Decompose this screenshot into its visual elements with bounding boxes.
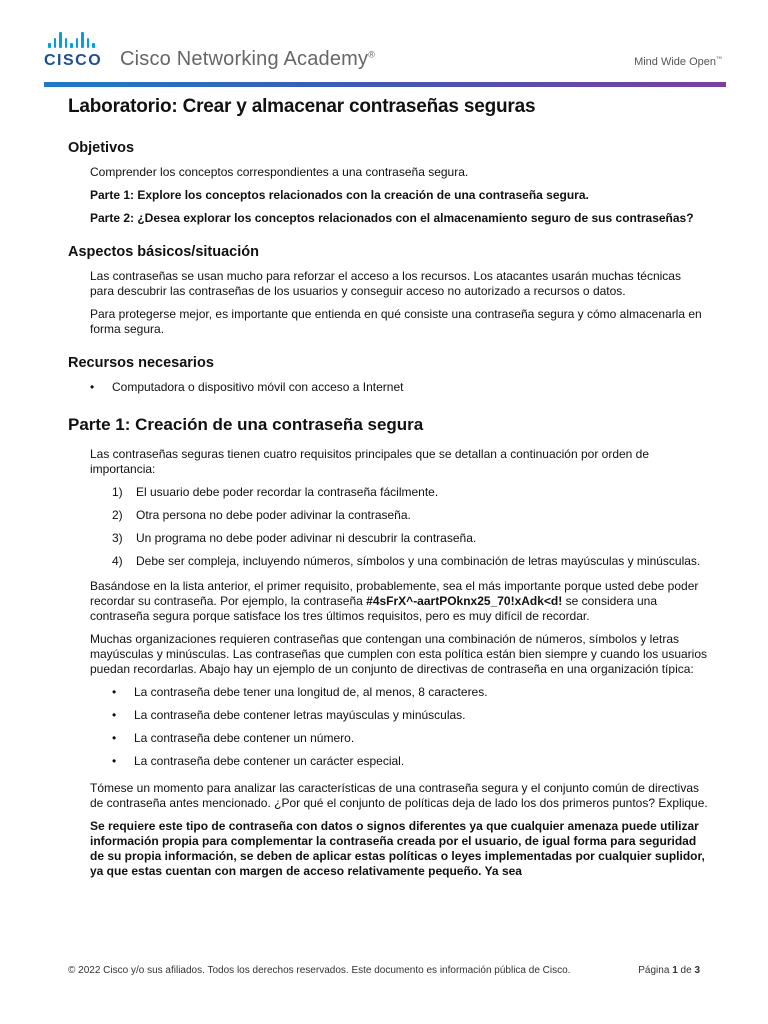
aspectos-heading: Aspectos básicos/situación	[68, 244, 259, 260]
ejemplo-text-before: Basándose en la lista anterior, el primer requisito, probablemente, sea el más importante porque usted debe poder recordar su contraseña. Por ejemplo, la contraseña	[90, 579, 699, 608]
list-item	[112, 508, 708, 523]
aspectos-paragraph-1: Las contraseñas se usan mucho para reforzar el acceso a los recursos. Los atacantes usarán muchas técnicas para descubrir las contraseñas de los usuarios y conseguir acceso no autorizado a recursos o datos.	[90, 269, 681, 298]
page-number	[638, 965, 700, 976]
tagline	[634, 56, 722, 68]
cisco-logo	[44, 32, 102, 70]
page-footer	[68, 965, 700, 976]
requisitos-list	[112, 485, 708, 569]
list-item: • La contraseña debe tener una longitud de, al menos, 8 caracteres.	[112, 685, 708, 700]
document-body	[68, 96, 708, 887]
academy-name: Cisco Networking Academy	[120, 48, 369, 70]
trademark-mark: ™	[716, 56, 722, 63]
parte-1-heading: Parte 1: Creación de una contraseña segura	[68, 415, 424, 434]
recursos-list	[90, 380, 708, 395]
item-text: Un programa no debe poder adivinar ni descubrir la contraseña.	[136, 531, 477, 545]
list-item	[112, 554, 708, 569]
objetivos-heading: Objetivos	[68, 140, 135, 156]
academy-title	[120, 48, 375, 71]
tagline-text: Mind Wide Open	[634, 56, 716, 68]
item-number: 2)	[112, 508, 123, 522]
list-item: • La contraseña debe contener un carácter especial.	[112, 754, 708, 769]
item-number: 4)	[112, 554, 123, 568]
item-text: El usuario debe poder recordar la contraseña fácilmente.	[136, 485, 439, 499]
item-number: 3)	[112, 531, 123, 545]
aspectos-paragraph-2: Para protegerse mejor, es importante que entienda en qué consiste una contraseña segura y cómo almacenarla en forma segura.	[90, 307, 702, 336]
list-item: • La contraseña debe contener un número.	[112, 731, 708, 746]
header-rule	[44, 82, 726, 87]
list-item: • Computadora o dispositivo móvil con acceso a Internet	[90, 380, 708, 395]
directivas-list	[112, 685, 708, 769]
ejemplo-paragraph	[90, 579, 708, 624]
organizaciones-paragraph: Muchas organizaciones requieren contraseñas que contengan una combinación de números, símbolos y letras mayúsculas y minúsculas. Las contraseñas que cumplen con esta política están bien siempre y cuando los usuarios puedan recordarlas. Abajo hay un ejemplo de un conjunto de directivas de contraseña en una organización típica:	[90, 632, 707, 676]
objetivo-parte-1: Parte 1: Explore los conceptos relacionados con la creación de una contraseña segura.	[90, 188, 589, 202]
page-of: de	[677, 965, 695, 976]
respuesta-paragraph: Se requiere este tipo de contraseña con datos o signos diferentes ya que cualquier amenaza puede utilizar información propia para complementar la contraseña creada por el usuario, de igual forma para seguridad de su propia información, se deben de aplicar estas políticas o leyes implementadas por cualquier suplidor, ya que estas cuentan con margen de acceso relativamente pequeño. Ya sea	[90, 819, 705, 878]
copyright-text: © 2022 Cisco y/o sus afiliados. Todos los derechos reservados. Este documento es información pública de Cisco.	[68, 965, 571, 976]
objetivo-parte-2: Parte 2: ¿Desea explorar los conceptos relacionados con el almacenamiento seguro de sus contraseñas?	[90, 211, 694, 225]
document-title: Laboratorio: Crear y almacenar contraseñas seguras	[68, 96, 536, 117]
item-number: 1)	[112, 485, 123, 499]
current-page: 1	[672, 965, 678, 976]
item-text: Debe ser compleja, incluyendo números, símbolos y una combinación de letras mayúsculas y minúsculas.	[136, 554, 701, 568]
pregunta-paragraph: Tómese un momento para analizar las características de una contraseña segura y el conjunto común de directivas de contraseña antes mencionado. ¿Por qué el conjunto de políticas deja de lado los dos primeros puntos? Explique.	[90, 781, 708, 810]
page-header	[0, 0, 768, 90]
list-item: • La contraseña debe contener letras mayúsculas y minúsculas.	[112, 708, 708, 723]
cisco-wordmark: CISCO	[44, 52, 103, 69]
cisco-bars-icon	[48, 32, 102, 48]
list-item	[112, 531, 708, 546]
ejemplo-text-after: se considera una contraseña segura porque satisface los tres últimos requisitos, pero es muy difícil de recordar.	[90, 594, 657, 623]
list-item	[112, 485, 708, 500]
registered-mark: ®	[368, 49, 376, 60]
objetivos-intro: Comprender los conceptos correspondientes a una contraseña segura.	[90, 165, 469, 179]
item-text: Otra persona no debe poder adivinar la contraseña.	[136, 508, 411, 522]
total-pages: 3	[694, 965, 700, 976]
recursos-heading: Recursos necesarios	[68, 355, 214, 371]
page-label: Página	[638, 965, 673, 976]
parte-1-intro: Las contraseñas seguras tienen cuatro requisitos principales que se detallan a continuación por orden de importancia:	[90, 447, 650, 476]
example-password: #4sFrX^-aartPOknx25_70!xAdk<d!	[366, 594, 563, 608]
